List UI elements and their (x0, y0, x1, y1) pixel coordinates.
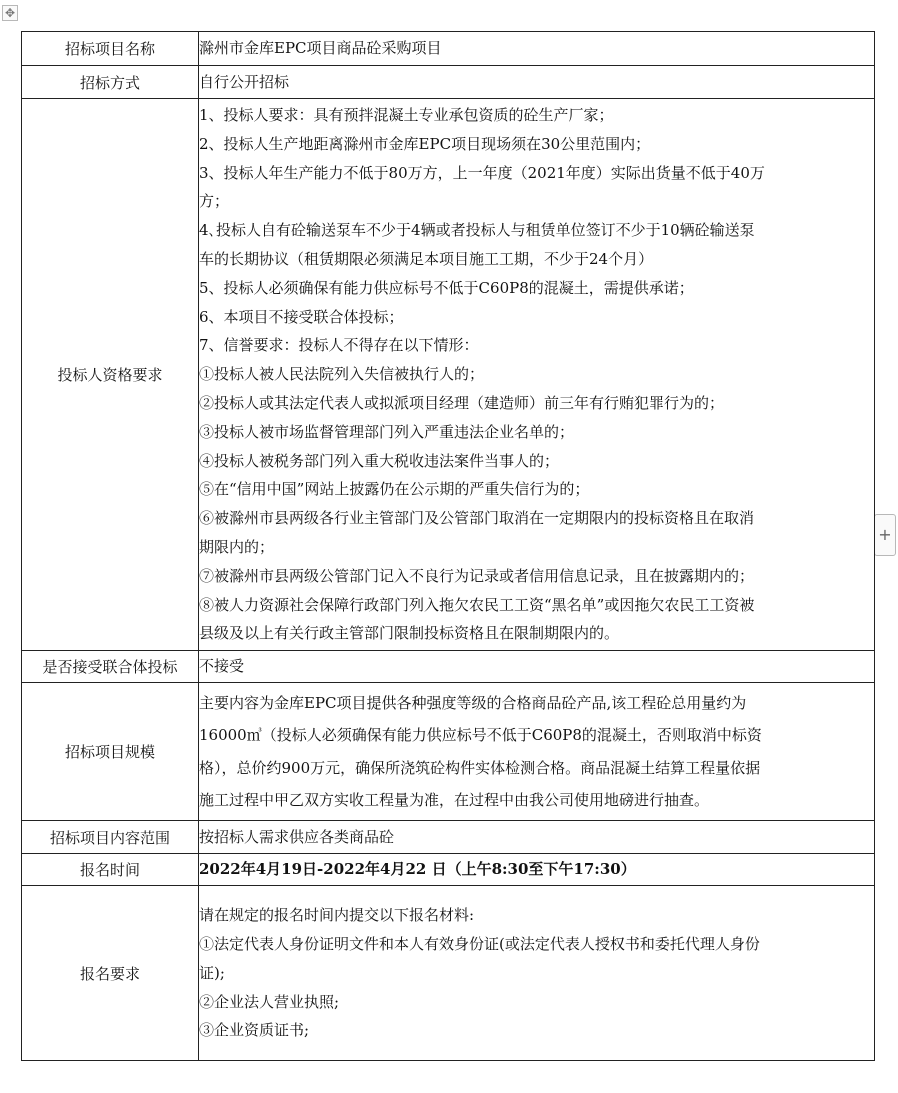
qualification-value (199, 99, 875, 651)
content-range-value: 按招标人需求供应各类商品砼 (199, 821, 875, 854)
project-name-label: 招标项目名称 (22, 32, 199, 66)
table-move-handle[interactable] (2, 5, 18, 21)
method-value: 自行公开招标 (199, 66, 875, 99)
qualification-line: 县级及以上有关行政主管部门限制投标资格且在限制期限内的。 (199, 624, 620, 643)
qualification-line: 6、本项目不接受联合体投标； (199, 307, 404, 326)
content-range-label: 招标项目内容范围 (22, 821, 199, 854)
scale-label: 招标项目规模 (22, 683, 199, 821)
registration-line: ③企业资质证书; (199, 1021, 310, 1040)
qualification-line: 7、信誉要求：投标人不得存在以下情形： (199, 336, 479, 355)
qualification-line: ④投标人被税务部门列入重大税收违法案件当事人的； (199, 451, 560, 470)
table-row-registration-time (22, 854, 875, 886)
plus-icon: + (878, 525, 892, 544)
joint-bid-value: 不接受 (199, 651, 875, 683)
scale-line: 16000㎥（投标人必须确保有能力供应标号不低于C60P8的混凝土，否则取消中标资 (199, 726, 762, 745)
qualification-line: ⑥被滁州市县两级各行业主管部门及公管部门取消在一定期限内的投标资格且在取消 (199, 509, 755, 528)
scale-line: 主要内容为金库EPC项目提供各种强度等级的合格商品砼产品,该工程砼总用量约为 (199, 693, 747, 712)
scale-value (199, 683, 875, 821)
scale-line: 格），总价约900万元，确保所浇筑砼构件实体检测合格。商品混凝土结算工程量依据 (199, 758, 761, 777)
scale-line: 施工过程中甲乙双方实收工程量为准，在过程中由我公司使用地磅进行抽查。 (199, 791, 710, 810)
table-row-scale (22, 683, 875, 821)
registration-line: ①法定代表人身份证明文件和本人有效身份证(或法定代表人授权书和委托代理人身份 (199, 934, 760, 953)
table-row-content-range (22, 821, 875, 854)
qualification-line: 1、投标人要求：具有预拌混凝土专业承包资质的砼生产厂家； (199, 106, 614, 124)
qualification-line: ⑧被人力资源社会保障行政部门列入拖欠农民工工资“黑名单”或因拖欠农民工工资被 (199, 595, 755, 614)
qualification-line: 2、投标人生产地距离滁州市金库EPC项目现场须在30公里范围内； (199, 134, 651, 153)
qualification-line: 4､投标人自有砼输送泵车不少于4辆或者投标人与租赁单位签订不少于10辆砼输送泵 (199, 221, 755, 240)
qualification-line: 期限内的； (199, 537, 275, 556)
qualification-line: ③投标人被市场监督管理部门列入严重违法企业名单的； (199, 422, 575, 441)
qualification-line: ⑦被滁州市县两级公管部门记入不良行为记录或者信用信息记录，且在披露期内的； (199, 566, 755, 585)
project-name-value: 滁州市金库EPC项目商品砼采购项目 (199, 32, 875, 66)
registration-time-value: 2022年4月19日-2022年4月22 日（上午8:30至下午17:30） (199, 854, 875, 886)
qualification-line: ②投标人或其法定代表人或拟派项目经理（建造师）前三年有行贿犯罪行为的； (199, 393, 725, 412)
qualification-line: 车的长期协议（租赁期限必须满足本项目施工工期，不少于24个月） (199, 249, 654, 268)
joint-bid-label: 是否接受联合体投标 (22, 651, 199, 683)
qualification-line: ⑤在“信用中国”网站上披露仍在公示期的严重失信行为的； (199, 480, 590, 499)
registration-requirements-label: 报名要求 (22, 886, 199, 1061)
table-row-joint-bid (22, 651, 875, 683)
qualification-line: 5、投标人必须确保有能力供应标号不低于C60P8的混凝土，需提供承诺； (199, 278, 694, 297)
registration-line: ②企业法人营业执照; (199, 992, 340, 1011)
registration-time-label: 报名时间 (22, 854, 199, 886)
qualification-line: 方； (199, 192, 230, 211)
registration-requirements-value (199, 886, 875, 1061)
qualification-label: 投标人资格要求 (22, 99, 199, 651)
table-row-qualification (22, 99, 875, 651)
table-row-project-name (22, 32, 875, 66)
table-row-method (22, 66, 875, 99)
registration-line: 请在规定的报名时间内提交以下报名材料: (199, 906, 475, 925)
qualification-line: ①投标人被人民法院列入失信被执行人的； (199, 365, 485, 384)
move-arrows-icon: ✥ (4, 6, 16, 20)
method-label: 招标方式 (22, 66, 199, 99)
qualification-line: 3、投标人年生产能力不低于80万方，上一年度（2021年度）实际出货量不低于40万 (199, 163, 765, 182)
add-row-button[interactable] (874, 514, 896, 556)
registration-line: 证); (199, 963, 225, 982)
table-row-registration-requirements (22, 886, 875, 1061)
tender-info-table (21, 31, 875, 1061)
